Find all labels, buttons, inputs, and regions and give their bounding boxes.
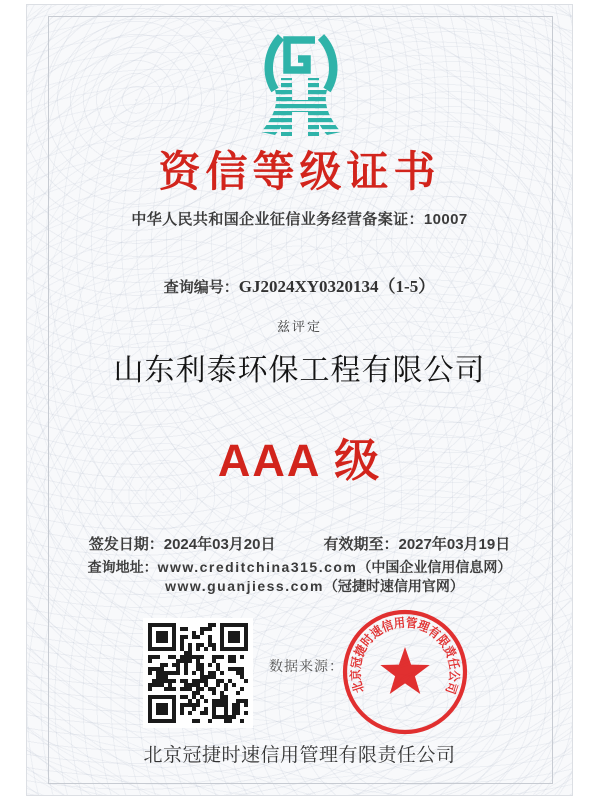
issue-date: 签发日期：2024年03月20日	[88, 536, 276, 553]
gh-monogram-logo-icon	[245, 34, 355, 138]
query-address-label: 查询地址：	[87, 559, 158, 575]
certificate-body	[26, 4, 573, 796]
query-address-note-2: （冠捷时速信用官网）	[323, 578, 464, 594]
qr-code	[143, 618, 253, 728]
query-address-line-1	[27, 557, 572, 577]
hereby-label: 兹评定	[276, 319, 322, 334]
credit-rating-value: AAA 级	[217, 435, 382, 486]
data-source-label: 数据来源：	[269, 658, 344, 674]
valid-until-date: 有效期至：2027年03月19日	[323, 536, 511, 553]
query-number-label: 查询编号：	[163, 279, 239, 296]
certificate-title: 资信等级证书	[158, 148, 441, 195]
company-seal	[340, 607, 470, 737]
rated-company-name: 山东利泰环保工程有限公司	[113, 354, 486, 387]
query-address-url-1: www.creditchina315.com	[157, 559, 358, 575]
query-number-line	[27, 272, 572, 297]
query-address-line-2	[27, 576, 572, 596]
validity-dates-row	[27, 533, 572, 554]
query-number-value: GJ2024XY0320134（1-5）	[238, 277, 436, 296]
query-address-note-1: （中国企业信用信息网）	[357, 559, 512, 575]
seal-arc-text: 北京冠捷时速信用管理有限责任公司	[348, 615, 462, 697]
seal-star-icon	[380, 647, 429, 694]
issuer-company-name: 北京冠捷时速信用管理有限责任公司	[143, 745, 456, 766]
registration-number-line: 中华人民共和国企业征信业务经营备案证：10007	[131, 211, 468, 228]
query-address-url-2: www.guanjiess.com	[165, 578, 324, 594]
